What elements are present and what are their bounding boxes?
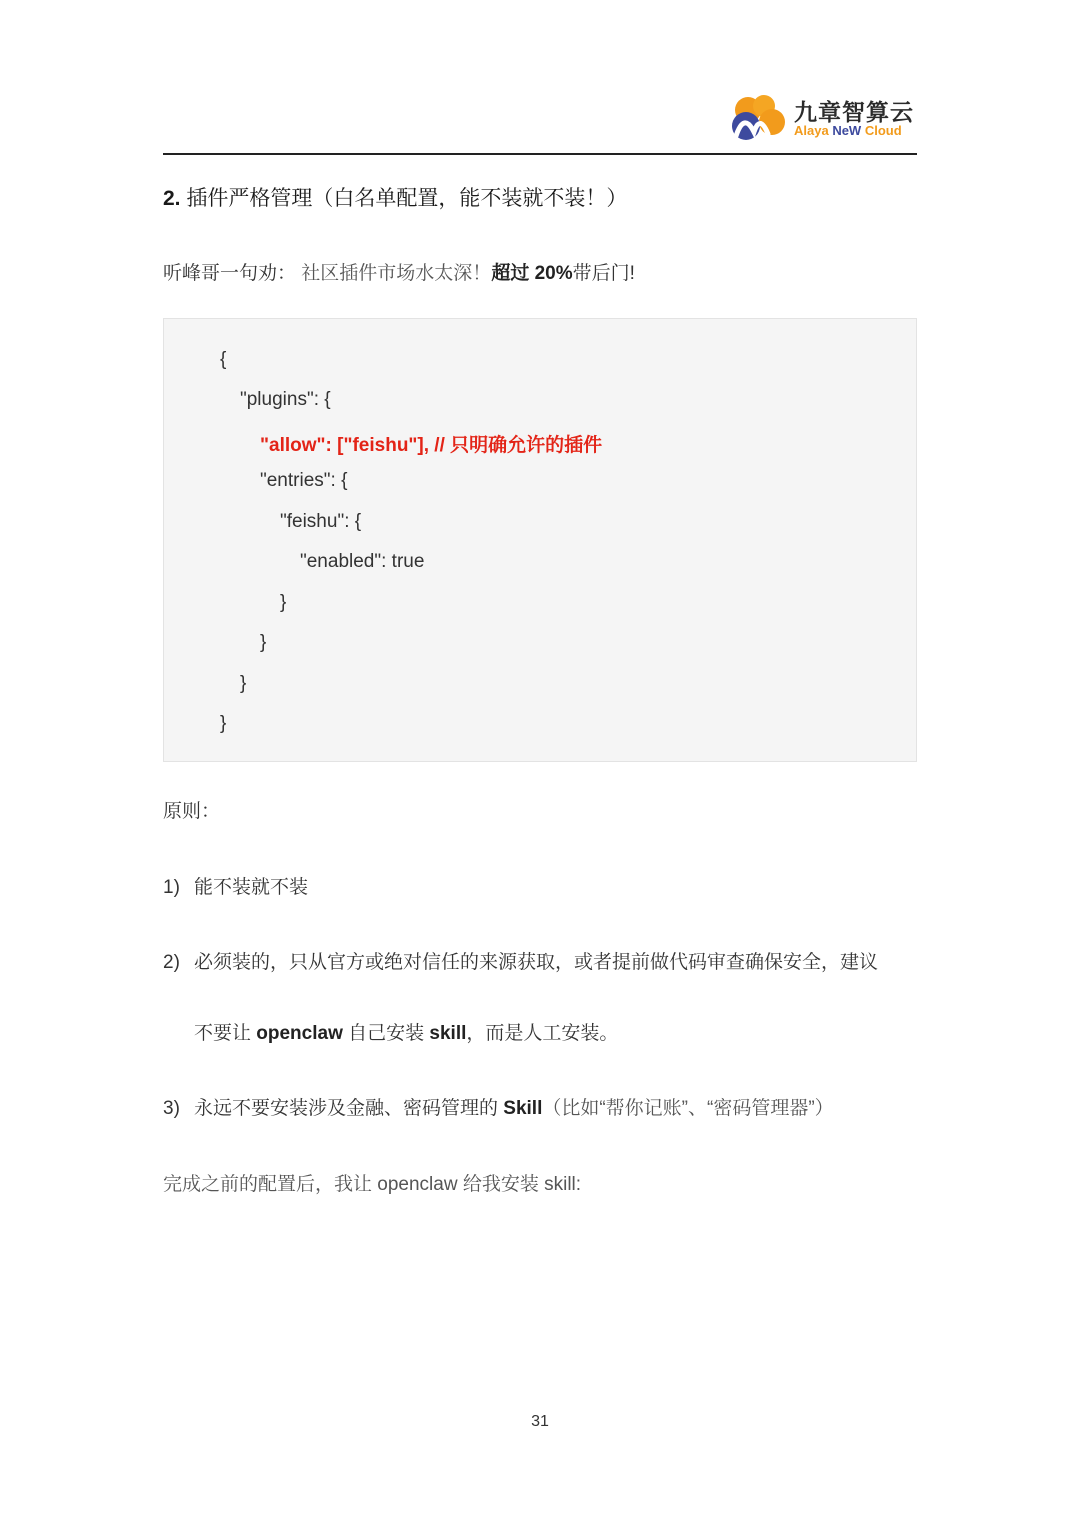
code-line: "plugins": { <box>240 389 331 410</box>
code-line-highlight: "allow": ["feishu"], // 只明确允许的插件 <box>260 435 603 456</box>
item-text: 永远不要安装涉及金融、密码管理的 <box>194 1098 504 1119</box>
item-number: 1) <box>163 877 180 898</box>
advice-lead: 听峰哥一句劝： <box>163 263 297 284</box>
item-text: 能不装就不装 <box>194 877 309 898</box>
advice-bold: 超过 20% <box>491 263 573 284</box>
principles-title: 原则： <box>163 801 221 822</box>
code-line: "entries": { <box>260 470 348 491</box>
item-text-paren: （比如“帮你记账”、“密码管理器”） <box>542 1098 834 1119</box>
brand-logo <box>726 92 916 144</box>
advice-tail: 带后门! <box>572 263 635 284</box>
code-line: "feishu": { <box>280 511 362 532</box>
code-line: } <box>280 592 287 613</box>
principle-item-3 <box>163 1093 834 1120</box>
item-number: 3) <box>163 1098 180 1119</box>
code-line: } <box>220 713 227 734</box>
header-divider <box>163 153 917 155</box>
page-number: 31 <box>531 1413 549 1430</box>
section-title: 插件严格管理（白名单配置，能不装就不装！） <box>186 187 628 210</box>
item-number: 2) <box>163 952 180 973</box>
section-heading <box>163 182 627 212</box>
code-line: "enabled": true <box>300 551 425 572</box>
code-block <box>163 318 917 762</box>
cloud-logo-icon <box>726 92 788 144</box>
section-number: 2. <box>163 187 181 210</box>
code-line: { <box>220 349 227 370</box>
final-line: 完成之前的配置后，我让 openclaw 给我安装 skill: <box>163 1174 582 1195</box>
item-text: 必须装的，只从官方或绝对信任的来源获取，或者提前做代码审查确保安全，建议 <box>194 952 879 973</box>
advice-line <box>163 258 635 285</box>
brand-name-en: Alaya NeW Cloud <box>794 123 902 138</box>
code-line: } <box>260 632 267 653</box>
principle-item-2 <box>163 947 878 974</box>
advice-soft: 社区插件市场水太深！ <box>301 263 492 284</box>
principle-item-2-continued: 不要让 openclaw 自己安装 skill，而是人工安装。 <box>194 1023 619 1044</box>
principle-item-1 <box>163 872 308 899</box>
item-text-bold: Skill <box>503 1098 543 1119</box>
brand-name-cn: 九章智算云 <box>794 99 914 125</box>
code-line: } <box>240 673 247 694</box>
